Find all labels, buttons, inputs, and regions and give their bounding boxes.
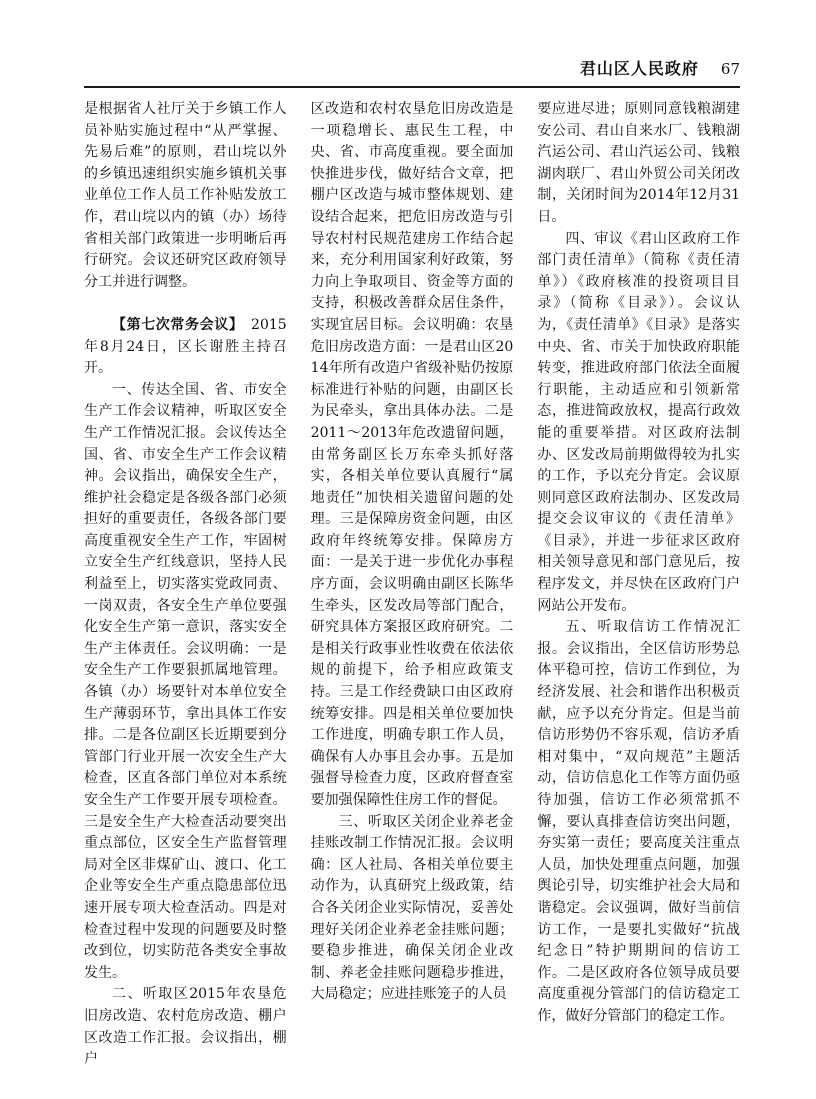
entry-paragraph: 【第七次常务会议】 2015年8月24日，区长谢胜主持召开。 [84,316,287,377]
paragraph: 三、听取区关闭企业养老金挂账改制工作情况汇报。会议明确：区人社局、各相关单位要主动作为，认真研究上级政策，结合各关闭企业实际情况，妥善处理好关闭企业养老金挂账问题；要稳步推进，确保关闭企业改制、养老金挂账问题稳步推进，大局稳定；应进挂账笼子的人员 [310,813,514,1003]
entry-heading: 【第七次常务会议】 [112,316,237,333]
paragraph: 是根据省人社厅关于乡镇工作人员补贴实施过程中“从严掌握、先易后难”的原则，君山垸以外的乡镇迅速组织实施乡镇机关事业单位工作人员工作补贴发放工作，君山垸以内的镇（办）场待省相关部门政策进一步明晰后再行研究。会议还研究区政府领导分工并进行调整。 [84,101,287,290]
header-title: 君山区人民政府 [579,59,699,78]
text-column-1 [84,99,287,1071]
paragraph: 四、审议《君山区政府工作部门责任清单》（简称《责任清单》）《政府核准的投资项目目录》（简称《目录》）。会议认为，《责任清单》《目录》是落实中央、省、市关于加快政府职能转变，推进政府部门依法全面履行职能，主动适应和引领新常态，推进简政放权，提高行政效能的重要举措。对区政府法制办、区发改局前期做得较为扎实的工作，予以充分肯定。会议原则同意区政府法制办、区发改局提交会议审议的《责任清单》《目录》，并进一步征求区政府相关领导意见和部门意见后，按程序发文，并尽快在区政府门户网站公开发布。 [537,230,741,614]
paragraph: 区改造和农村农垦危旧房改造是一项稳增长、惠民生工程，中央、省、市高度重视。要全面加快推进步伐，做好结合文章，把棚户区改造与城市整体规划、建设结合起来，把危旧房改造与引导农村村民规范建房工作结合起来，充分利用国家利好政策，努力向上争取项目、资金等方面的支持，积极改善群众居住条件，实现宜居目标。会议明确：农垦危旧房改造方面：一是君山区2014年所有改造户省级补贴仍按原标准进行补贴的问题，由副区长为民牵头，拿出具体办法。二是2011～2013年危改遗留问题，由常务副区长万东牵头抓好落实，各相关单位要认真履行“属地责任”加快相关遗留问题的处理。三是保障房资金问题，由区政府年终统筹安排。保障房方面：一是关于进一步优化办事程序方面，会议明确由副区长陈华生牵头，区发改局等部门配合，研究具体方案报区政府研究。二是相关行政事业性收费在依法依规的前提下，给予相应政策支持。三是工作经费缺口由区政府统筹安排。四是相关单位要加快工作进度，明确专职工作人员，确保有人办事且会办事。五是加强督导检查力度，区政府督查室要加强保障性住房工作的督促。 [310,101,514,808]
paragraph: 一、传达全国、省、市安全生产工作会议精神，听取区安全生产工作情况汇报。会议传达全国、省、市安全生产工作会议精神。会议指出，确保安全生产，维护社会稳定是各级各部门必须担好的重要责任，各级各部门要高度重视安全生产工作，牢固树立安全生产红线意识，坚持人民利益至上，切实落实党政同责、一岗双责，各安全生产单位要强化安全生产第一意识，落实安全生产主体责任。会议明确：一是安全生产工作要狠抓属地管理。各镇（办）场要针对本单位安全生产薄弱环节，拿出具体工作安排。二是各位副区长近期要到分管部门行业开展一次安全生产大检查，区直各部门单位对本系统安全生产工作要开展专项检查。三是安全生产大检查活动要突出重点部位，区安全生产监督管理局对全区非煤矿山、渡口、化工企业等安全生产重点隐患部位迅速开展专项大检查活动。四是对检查过程中发现的问题要及时整改到位，切实防范各类安全事故发生。 [84,381,287,981]
paragraph: 要应进尽进；原则同意钱粮湖建安公司、君山自来水厂、钱粮湖汽运公司、君山汽运公司、钱粮湖肉联厂、君山外贸公司关闭改制，关闭时间为2014年12月31日。 [537,101,741,225]
paragraph: 二、听取区2015年农垦危旧房改造、农村危房改造、棚户区改造工作汇报。会议指出，棚户 [84,986,287,1068]
text-column-2 [311,99,514,1071]
paragraph: 五、听取信访工作情况汇报。会议指出，全区信访形势总体平稳可控，信访工作到位，为经济发展、社会和谐作出积极贡献，应予以充分肯定。但是当前信访形势仍不容乐观，信访矛盾相对集中，“双向规范”主题活动，信访信息化工作等方面仍亟待加强，信访工作必须常抓不懈，要认真排查信访突出问题，夯实第一责任；要高度关注重点人员，加快处理重点问题，加强舆论引导，切实维护社会大局和谐稳定。会议强调，做好当前信访工作，一是要扎实做好“抗战纪念日”特护期期间的信访工作。二是区政府各位领导成员要高度重视分管部门的信访稳定工作，做好分管部门的稳定工作。 [537,619,741,1024]
text-columns [84,88,740,1071]
page-header [84,56,740,88]
text-column-3 [537,99,740,1071]
page-number: 67 [720,60,740,78]
